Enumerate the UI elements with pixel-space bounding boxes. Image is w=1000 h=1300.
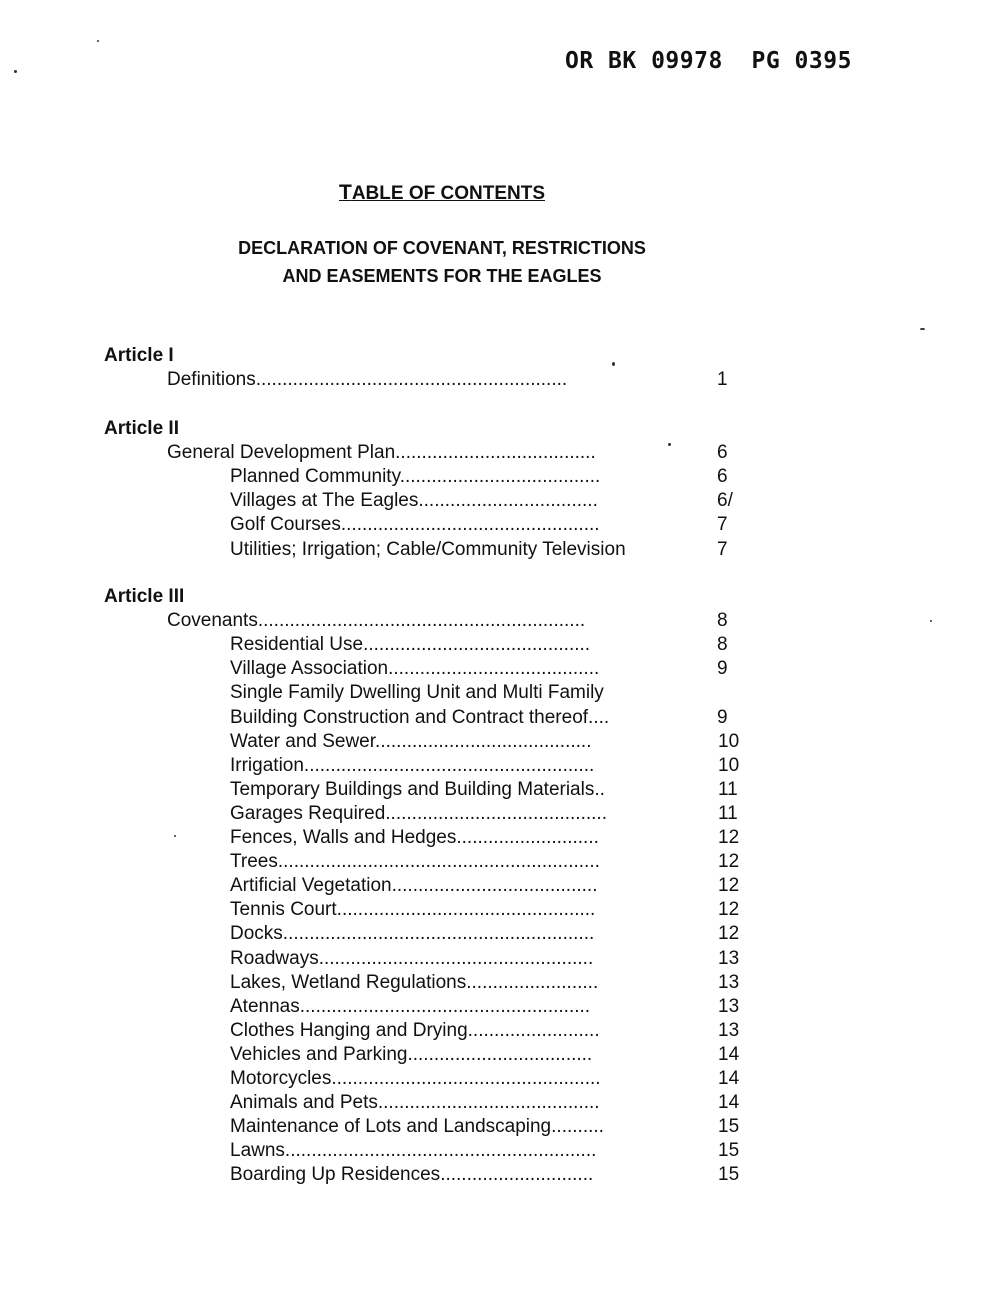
toc-leader-dots: .......................................................: [299, 995, 591, 1017]
document-subtitle-line-2: AND EASEMENTS FOR THE EAGLES: [282, 266, 602, 286]
toc-page-number: 12: [718, 827, 740, 848]
toc-entry: [230, 948, 634, 972]
document-subtitle-line-1: DECLARATION OF COVENANT, RESTRICTIONS: [238, 238, 646, 258]
scan-speck: [174, 835, 176, 837]
toc-entry-label: Garages Required: [230, 802, 386, 824]
toc-entry: [230, 1044, 634, 1068]
toc-page-number: 12: [718, 923, 740, 945]
scan-speck: [612, 362, 615, 366]
toc-entry-label: Single Family Dwelling Unit and Multi Family: [230, 682, 604, 704]
toc-entry: [230, 923, 634, 947]
toc-leader-dots: ..........................................: [385, 802, 607, 824]
toc-leader-dots: ...................................: [407, 1043, 593, 1065]
toc-entry: [230, 682, 670, 706]
toc-entry: [230, 755, 634, 779]
toc-entry-label: Trees: [230, 851, 278, 873]
toc-entry-label: Roadways: [230, 947, 319, 969]
toc-page-number: 1: [717, 369, 728, 391]
toc-page-number: 9: [717, 706, 728, 728]
toc-entry-label: Irrigation: [230, 754, 304, 776]
toc-leader-dots: ...........................................................: [284, 1140, 597, 1162]
toc-entry: [230, 634, 634, 658]
toc-entry-label: Covenants: [167, 610, 258, 632]
toc-entry: [230, 851, 634, 875]
toc-page-number: 15: [718, 1164, 740, 1186]
toc-entry-label: Vehicles and Parking: [230, 1043, 408, 1065]
toc-entry: [230, 899, 634, 923]
toc-leader-dots: ........................................: [388, 658, 600, 680]
toc-page-number: 6/: [717, 490, 733, 512]
article-heading: Article III: [104, 586, 185, 607]
toc-entry-label: Lawns: [230, 1140, 285, 1162]
toc-entry-label: Maintenance of Lots and Landscaping: [230, 1116, 552, 1138]
toc-leader-dots: .............................................................: [277, 851, 600, 873]
toc-leader-dots: .........................: [466, 971, 599, 993]
toc-page-number: 15: [718, 1116, 740, 1138]
toc-entry-label: Motorcycles: [230, 1068, 332, 1089]
toc-entry: [230, 1164, 634, 1188]
toc-page-number: 14: [718, 1043, 740, 1065]
toc-leader-dots: ...................................................: [331, 1068, 601, 1089]
toc-leader-dots: .......................................: [391, 875, 598, 897]
toc-leader-dots: ..............................................................: [257, 610, 586, 632]
toc-entry-label: Definitions: [167, 369, 256, 391]
toc-leader-dots: ..: [594, 778, 605, 800]
toc-leader-dots: ...........................: [456, 827, 599, 848]
toc-entry: [230, 875, 634, 899]
toc-entry: [230, 1140, 634, 1164]
scan-speck: [14, 70, 17, 73]
toc-page-number: 15: [718, 1140, 740, 1162]
toc-entry-label: Fences, Walls and Hedges: [230, 827, 457, 848]
recording-stamp: OR BK 09978 PG 0395: [565, 48, 852, 74]
toc-leader-dots: ......................................: [395, 442, 596, 464]
toc-entry: [230, 539, 670, 563]
toc-page-number: 6: [717, 466, 728, 488]
toc-leader-dots: .............................: [440, 1164, 594, 1186]
toc-page-number: 8: [717, 634, 728, 656]
page-title-initial: T: [339, 181, 352, 204]
scan-speck: [930, 620, 932, 622]
toc-entry: [230, 490, 634, 514]
toc-entry: [230, 658, 634, 682]
toc-leader-dots: ..........: [551, 1116, 604, 1138]
page-title: [0, 181, 884, 205]
toc-entry: [230, 779, 634, 803]
toc-entry-label: Building Construction and Contract thereof: [230, 706, 589, 728]
page-title-rest: ABLE OF CONTENTS: [351, 183, 545, 204]
toc-leader-dots: ..................................: [418, 490, 598, 512]
toc-entry-label: Boarding Up Residences: [230, 1164, 441, 1186]
toc-leader-dots: ....................................................: [318, 947, 594, 969]
toc-page-number: 7: [717, 538, 728, 560]
toc-entry-label: Village Association: [230, 658, 389, 680]
toc-entry: [230, 1020, 634, 1044]
toc-page-number: 13: [718, 947, 740, 969]
scan-speck: [920, 328, 925, 330]
toc-page-number: 10: [718, 730, 740, 752]
toc-leader-dots: .......................................................: [303, 754, 595, 776]
toc-entry-label: Water and Sewer: [230, 730, 376, 752]
toc-page-number: 14: [718, 1092, 740, 1114]
toc-entry-label: Utilities; Irrigation; Cable/Community Television: [230, 538, 626, 560]
toc-entry-label: Animals and Pets: [230, 1092, 378, 1114]
toc-entry: [230, 466, 634, 490]
toc-leader-dots: ...........................................................: [282, 923, 595, 945]
toc-entry-label: Docks: [230, 923, 283, 945]
toc-page-number: 9: [717, 658, 728, 680]
toc-leader-dots: ..........................................: [377, 1092, 600, 1114]
toc-page-number: 12: [718, 875, 740, 897]
toc-leader-dots: .........................................: [375, 730, 592, 752]
toc-entry: [230, 731, 634, 755]
toc-entry: [230, 1068, 634, 1092]
toc-leader-dots: ...........................................: [363, 634, 591, 656]
toc-leader-dots: .................................................: [340, 514, 600, 536]
toc-page-number: 13: [718, 995, 740, 1017]
toc-page-number: 10: [718, 754, 740, 776]
toc-page-number: 12: [718, 851, 740, 873]
toc-entry: [230, 827, 634, 851]
article-heading: Article I: [104, 345, 174, 366]
toc-page-number: 8: [717, 610, 728, 632]
toc-page-number: 13: [718, 971, 740, 993]
article-heading: Article II: [104, 418, 179, 439]
scan-speck: [668, 443, 671, 446]
toc-entry-label: Clothes Hanging and Drying: [230, 1019, 468, 1041]
toc-entry-label: Tennis Court: [230, 899, 337, 921]
toc-entry: [230, 972, 634, 996]
toc-page-number: 14: [718, 1068, 740, 1089]
toc-page-number: 6: [717, 442, 728, 464]
toc-entry: [230, 514, 634, 538]
toc-entry: [167, 610, 634, 634]
toc-entry: [230, 707, 634, 731]
toc-page-number: 11: [718, 778, 738, 800]
toc-entry: [230, 1116, 634, 1140]
toc-entry: [230, 1092, 634, 1116]
toc-entry-label: Residential Use: [230, 634, 364, 656]
toc-page-number: 7: [717, 514, 728, 536]
toc-entry-label: Artificial Vegetation: [230, 875, 392, 897]
toc-leader-dots: .................................................: [336, 899, 596, 921]
toc-leader-dots: .........................: [467, 1019, 600, 1041]
scan-speck: [97, 40, 99, 42]
toc-entry-label: Temporary Buildings and Building Materials: [230, 778, 595, 800]
toc-entry-label: Golf Courses: [230, 514, 341, 536]
toc-entry: [230, 996, 634, 1020]
toc-entry: [167, 369, 634, 393]
toc-page-number: 13: [718, 1019, 740, 1041]
toc-entry: [167, 442, 634, 466]
toc-entry-label: Lakes, Wetland Regulations: [230, 971, 467, 993]
toc-leader-dots: ......................................: [399, 466, 601, 488]
toc-leader-dots: ....: [588, 706, 610, 728]
toc-entry: [230, 803, 634, 827]
toc-entry-label: General Development Plan: [167, 442, 396, 464]
toc-entry-label: Atennas: [230, 995, 300, 1017]
toc-leader-dots: ...........................................................: [255, 369, 568, 391]
toc-entry-label: Villages at The Eagles: [230, 490, 419, 512]
toc-page-number: 11: [718, 802, 738, 824]
toc-entry-label: Planned Community: [230, 466, 400, 488]
toc-page-number: 12: [718, 899, 740, 921]
